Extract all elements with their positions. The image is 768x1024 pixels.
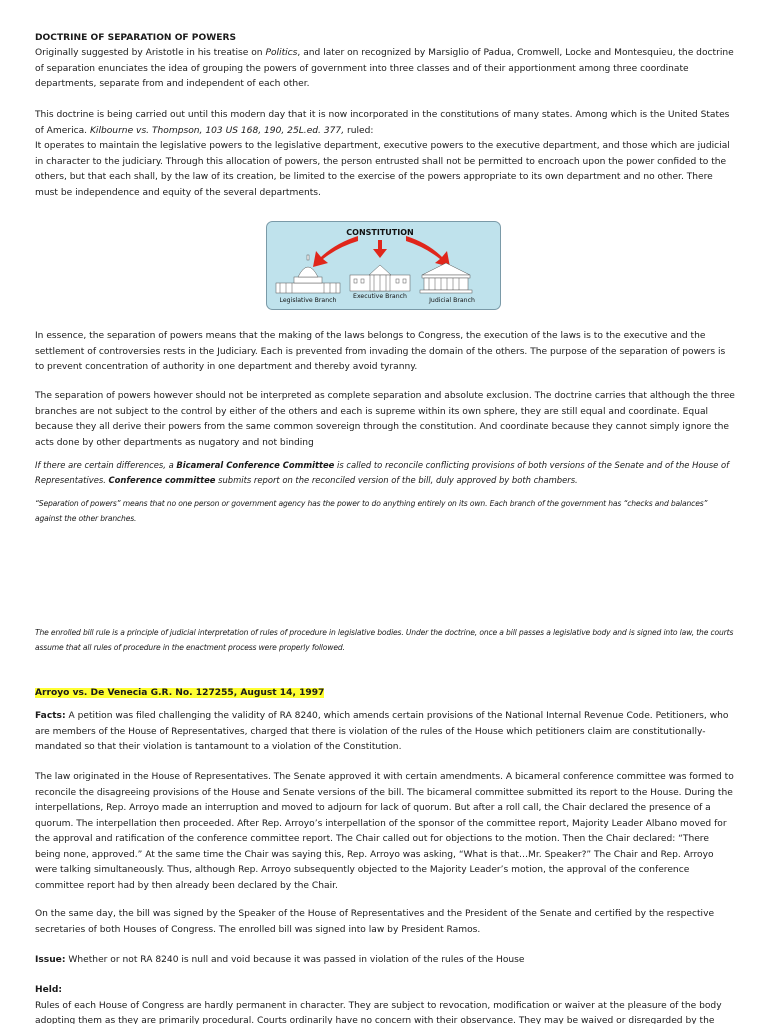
paragraph-essence: In essence, the separation of powers means that the making of the laws belongs to Congress, the execution of the laws is to the executive and the settlement of controversies rests in the Judiciary. Each is prevented from invading the domain of the others. The purpose of the separation of powers is to prevent concentration of authority in one department and thereby avoid tyranny.: [35, 331, 726, 372]
bold-term: Bicameral Conference Committee: [176, 460, 335, 470]
text-run: ruled:: [344, 125, 374, 136]
paragraph-issue: [35, 953, 735, 969]
legislative-branch-label: Legislative Branch: [279, 297, 337, 304]
paragraph-law-origin: The law originated in the House of Representatives. The Senate approved it with certain amendments. A bicameral conference committee was formed to reconcile the disagreeing provisions of the House and Senate versions of the bill. The bicameral committee submitted its report to the House. During the interpellations, Rep. Arroyo made an interruption and moved to adjourn for lack of quorum. But after a roll call, the Chair declared the presence of a quorum. The interpellation then proceeded. After Rep. Arroyo’s interpellation of the sponsor of the committee report, Majority Leader Albano moved for the approval and ratification of the conference committee report. The Chair called out for objections to the motion. Then the Chair declared: “There being none, approved.” At the same time the Chair was saying this, Rep. Arroyo was asking, “What is that…Mr. Speaker?” The Chair and Rep. Arroyo were talking simultaneously. Thus, although Rep. Arroyo subsequently objected to the Majority Leader’s motion, the approval of the conference committee report had by then already been declared by the Chair.: [35, 772, 734, 891]
paragraph-conference-committee: [35, 458, 735, 487]
text-run: This doctrine is being carried out until this modern day that it is now incorporated in the constitutions of many states. Among which is the United States of America.: [35, 110, 730, 136]
paragraph-signed: On the same day, the bill was signed by the Speaker of the House of Representatives and the President of the Senate and certified by the respective secretaries of both Houses of Congress. The enrolled bill was signed into law by President Ramos.: [35, 909, 715, 935]
text-run: A petition was filed challenging the validity of RA 8240, which amends certain provisions of the National Internal Revenue Code. Petitioners, who are members of the House of Representatives, charged that there is violation of the rules of the House which petitioners claim are constitutionally-mandated so that their violation is tantamount to a violation of the Constitution.: [35, 711, 729, 752]
text-run: It operates to maintain the legislative powers to the legislative department, executive powers to the executive department, and those which are judicial in character to the judiciary. Through this allocation of powers, the person entrusted shall not be permitted to encroach upon the power confided to the others, but that each shall, by the law of its creation, be limited to the exercise of the powers appropriate to its own department and no other. There must be independence and equity of the several departments.: [35, 141, 730, 198]
text-run: Whether or not RA 8240 is null and void because it was passed in violation of the rules of the House: [65, 955, 525, 965]
facts-label: Facts:: [35, 711, 66, 721]
highlighted-case-title: Arroyo vs. De Venecia G.R. No. 127255, August 14, 1997: [35, 688, 325, 698]
text-run: submits report on the reconciled version of the bill, duly approved by both chambers.: [215, 474, 578, 485]
paragraph-kilbourne: [35, 108, 735, 201]
held-label: Held:: [35, 985, 63, 995]
paragraph-enrolled-bill: The enrolled bill rule is a principle of judicial interpretation of rules of procedure in legislative bodies. Under the doctrine, once a bill passes a legislative body and is signed into law, the courts assume that all rules of procedure in the enactment process were properly followed.: [35, 628, 734, 652]
issue-label: Issue:: [35, 955, 66, 965]
diagram-constitution-label: CONSTITUTION: [346, 228, 414, 237]
paragraph-coordinate: The separation of powers however should not be interpreted as complete separation and absolute exclusion. The doctrine carries that although the three branches are not subject to the control by either of the others and each is supreme within its own sphere, they are still equal and coordinate. Equal because they all derive their powers from the same common sovereign through the constitution. And coordinate because they cannot simply ignore the acts done by other departments as nugatory and not binding: [35, 391, 735, 448]
separation-of-powers-diagram: [266, 221, 501, 310]
text-run: If there are certain differences, a: [35, 460, 177, 470]
case-citation: Kilbourne vs. Thompson, 103 US 168, 190, 25L.ed. 377,: [89, 125, 345, 136]
bold-term: Conference committee: [108, 474, 216, 485]
text-run: Originally suggested by Aristotle in his treatise on: [35, 48, 266, 58]
text-run: Rules of each House of Congress are hardly permanent in character. They are subject to revocation, modification or waiver at the pleasure of the body adopting them as they are primarily procedural. Courts ordinarily have no concern with their observance. They may be waived or disregarded by the: [35, 1000, 722, 1024]
executive-branch-label: Executive Branch: [353, 293, 407, 300]
judicial-branch-label: Judicial Branch: [429, 297, 475, 304]
case-title: [35, 686, 735, 702]
paragraph-held: [35, 983, 735, 1024]
document-heading: DOCTRINE OF SEPARATION OF POWERS: [35, 33, 236, 43]
italic-text: Politics: [265, 48, 298, 58]
paragraph-facts: [35, 709, 735, 756]
paragraph-origin: [35, 46, 735, 93]
text-run: , and later on recognized by Marsiglio of Padua, Cromwell, Locke and Montesquieu, the doctrine of separation enunciates the idea of grouping the powers of government into three classes and of their apportionment among three coordinate departments, separate from and independent of each other.: [35, 48, 734, 89]
text-run: is called to reconcile conflicting provisions of both versions of the Senate and of the House of Representatives.: [35, 460, 730, 485]
paragraph-checks-balances: “Separation of powers” means that no one person or government agency has the power to do anything entirely on its own. Each branch of the government has “checks and balances” against the other branches.: [35, 499, 708, 523]
